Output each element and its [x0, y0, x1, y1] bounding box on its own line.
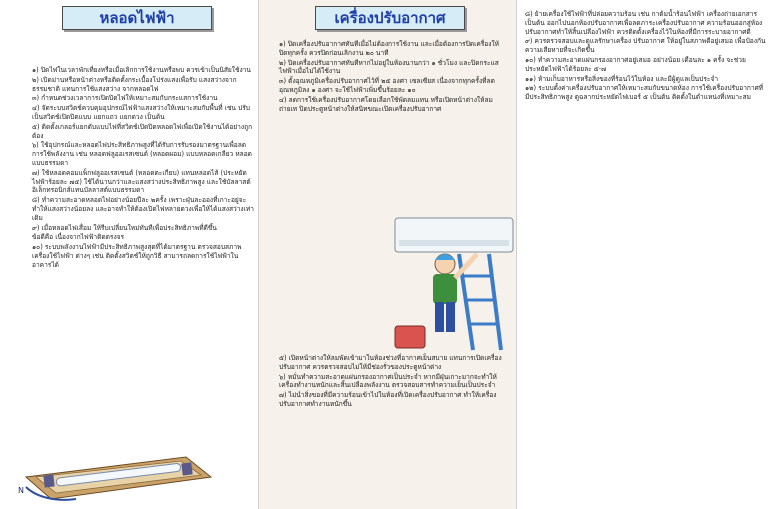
- air-conditioner-panel: [258, 0, 517, 509]
- lightbulb-tips: [32, 66, 254, 271]
- wire-label-n: N: [18, 486, 24, 495]
- lightbulb-tip: ๘) ทำความสะอาดหลอดไฟอย่างน้อยปีละ ๒ครั้ง เพราะฝุ่นละอองที่เกาะอยู่จะทำให้แสงสว่างน้อยลง และอาจทำให้ต้องเปิดไฟหลายดวงเพื่อให้ได้แสงสว่างเท่าเดิม: [32, 196, 254, 222]
- ac-tip: ๑) ปิดเครื่องปรับอากาศทันทีเมื่อไม่ต้องการใช้งาน และเมื่อต้องการปิดเครื่องให้ปิดทุกครั้ง ควรปิดก่อนเลิกงาน ๒๐ นาที: [279, 40, 500, 57]
- extra-tip: ๘) ย้ายเครื่องใช้ไฟฟ้าที่ปล่อยความร้อน เช่น กาต้มน้ำร้อนไฟฟ้า เครื่องถ่ายเอกสาร เป็นต้น ออกไปนอกห้องปรับอากาศเพื่อลดภาระเครื่องปรับอากาศ ความร้อนออกสู่ห้องปรับอากาศทำให้สิ้นเปลืองไฟฟ้า ควรติดตั้งเครื่องไว้ในห้องที่มีการระบายอากาศดี: [525, 10, 763, 36]
- extra-tips-panel: [517, 0, 773, 509]
- lightbulb-tip: ๑๐) ระบบพลังงานไฟฟ้ามีประสิทธิภาพสูงสุดที่ได้มาตรฐาน ตรวจสอบสภาพเครื่องใช้ไฟฟ้า ต่างๆ เช่น ติดตั้งสวิตช์ให้ถูกวิธี สามารถลดการใช้ไฟฟ้าในอาคารได้: [32, 243, 242, 269]
- ac-tip: ๓) ตั้งอุณหภูมิเครื่องปรับอากาศไว้ที่ ๒๕ องศา เซลเซียส เนื่องจากทุกครั้งที่ลดอุณหภูมิลง ๑ องศา จะใช้ไฟฟ้าเพิ่มขึ้นร้อยละ ๑๐: [279, 77, 495, 94]
- lightbulb-tip: ๔) จัดระบบสวิตช์ควบคุมอุปกรณ์ไฟฟ้าแสงสว่างให้เหมาะสมกับพื้นที่ เช่น ปรับเป็นสวิตช์เปิดปิดแบบ แยกแถว แยกดวง เป็นต้น: [32, 104, 250, 121]
- lightbulb-panel: [0, 0, 258, 509]
- lightbulb-tip: ๓) กำหนดช่วงเวลาการเปิดปิดไฟให้เหมาะสมกับกระแสการใช้งาน: [32, 94, 218, 103]
- ac-tip: ๒) ปิดเครื่องปรับอากาศทันทีหากไม่อยู่ในห้องนานกว่า ๑ ชั่วโมง และปิดกระแสไฟฟ้าเมื่อไม่ได้ใช้งาน: [279, 58, 499, 76]
- lightbulb-tip: ข้อดีคือ เนื่องจากไฟฟ้าติดตรงจร: [32, 233, 125, 242]
- extra-tips: [525, 10, 767, 103]
- fluorescent-lamp-illustration: [16, 447, 216, 507]
- air-conditioner-title: เครื่องปรับอากาศ: [315, 6, 465, 30]
- air-conditioner-tips: [279, 40, 505, 114]
- ac-tip: ๖) หมั่นทำความสะอาดแผ่นกรองอากาศเป็นประจำ หากมีฝุ่นเกาะมากจะทำให้เครื่องทำงานหนักและสิ้นเปลืองพลังงาน ตรวจสอบสารทำความเย็นเป็นประจำ: [279, 372, 497, 390]
- technician-ladder-illustration: [389, 214, 519, 354]
- lightbulb-tip: ๙) เมื่อหลอดไฟเสื่อม ให้รีบเปลี่ยนใหม่ทันทีเพื่อประสิทธิภาพที่ดีขึ้น: [32, 223, 217, 232]
- extra-tip: ๑๐) ทำความสะอาดแผ่นกรองอากาศอยู่เสมอ อย่างน้อย เดือนละ ๑ ครั้ง จะช่วยประหยัดไฟฟ้าได้ร้อยละ ๕-๗: [525, 55, 746, 73]
- air-conditioner-tips-continued: [279, 354, 505, 410]
- ac-tip: ๔) ลดการใช้เครื่องปรับอากาศโดยเลือกใช้พัดลมแทน หรือเปิดหน้าต่างให้ลมถ่ายเท ปิดประตูหน้าต่างให้สนิทขณะเปิดเครื่องปรับอากาศ: [279, 95, 493, 113]
- extra-tip: ๑๑) ห้ามเก็บอาหารหรือสิ่งของที่ร้อนไว้ในห้อง และมีผู้ดูแลเป็นประจำ: [525, 74, 719, 83]
- lightbulb-tip: ๒) เปิดม่านหรือหน้าต่างหรือติดตั้งกระเบื้องโปร่งแสงเพื่อรับ แสงสว่างจากธรรมชาติ แทนการใช้แสงสว่าง จากหลอดไฟ: [32, 75, 237, 93]
- lightbulb-tip: ๑) ปิดไฟในเวลาพักเที่ยงหรือเมื่อเลิกการใช้งานหรือพบ ควรเข้าเป็นนิสัยใช้งาน: [32, 66, 251, 74]
- lightbulb-title: หลอดไฟฟ้า: [62, 6, 212, 30]
- ac-tip: ๗) ไม่นำสิ่งของที่มีความร้อนเข้าไปในห้องที่เปิดเครื่องปรับอากาศ ทำให้เครื่องปรับอากาศทำงานหนักขึ้น: [279, 391, 497, 408]
- lightbulb-tip: ๖) ใช้อุปกรณ์และหลอดไฟประสิทธิภาพสูงที่ได้รับการรับรองมาตรฐานเพื่อลดการใช้พลังงาน เช่น หลอดฟลูออเรสเซนต์ (หลอดผอม) แบบหลอดเกลียว หลอดแบบธรรมดา: [32, 141, 252, 167]
- lightbulb-tip: ๕) ติดตั้งเกลอร์แยกดับแบบไฟที่สวิตช์เปิดปิดหลอดไฟเพื่อเปิดใช้งานได้อย่างถูกต้อง: [32, 122, 253, 140]
- extra-tip: ๑๒) ระบบตั้งค่าเครื่องปรับอากาศให้เหมาะสมกับขนาดห้อง การใช้เครื่องปรับอากาศที่มีประสิทธิภาพสูง ดูฉลากประหยัดไฟเบอร์ ๕ เป็นต้น ติดตั้งในตำแหน่งที่เหมาะสม: [525, 84, 764, 102]
- ac-tip: ๕) เปิดหน้าต่างให้ลมพัดเข้ามาในห้องช่วงที่อากาศเย็นสบาย แทนการเปิดเครื่องปรับอากาศ ควรตรวจสอบไม่ให้มีช่องรั่วของประตูหน้าต่าง: [279, 354, 502, 371]
- lightbulb-tip: ๗) ใช้หลอดคอมแพ็กฟลูออเรสเซนต์ (หลอดตะเกียบ) แทนหลอดไส้ (ประหยัดไฟฟ้าร้อยละ ๗๕) ใช้ได้นานกว่าและแสงสว่างประสิทธิภาพสูง และใช้บัลลาสต์อิเล็กทรอนิกส์แทนบัลลาสต์แบบธรรมดา: [32, 168, 251, 195]
- extra-tip: ๙) ควรตรวจสอบและดูแลรักษาเครื่อง ปรับอากาศ ให้อยู่ในสภาพดีอยู่เสมอ เพื่อป้องกันความเสียหายที่จะเกิดขึ้น: [525, 37, 766, 55]
